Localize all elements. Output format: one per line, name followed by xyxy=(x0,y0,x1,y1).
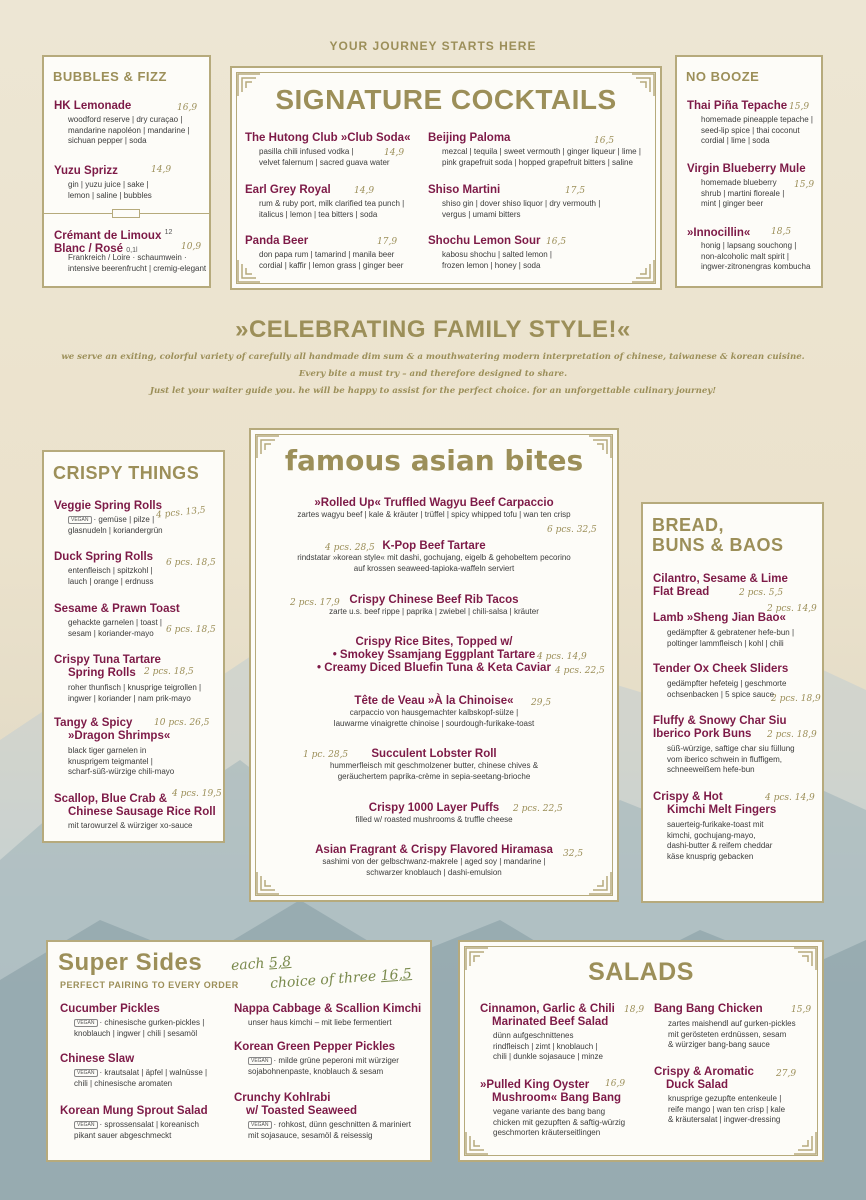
side-item-desc: unser haus kimchi – mit liebe fermentiert xyxy=(248,1018,392,1027)
cocktail-desc: don papa rum | tamarind | manila beer cordial | kaffir | lemon grass | ginger beer xyxy=(259,250,404,270)
nobooze-item-desc: honig | lapsang souchong | non-alcoholic malt spirit | ingwer-zitronengras kombucha xyxy=(701,241,811,271)
bite-price: 4 pcs. 14,9 xyxy=(537,652,587,662)
side-item-desc: VEGAN · sprossensalat | koreanisch pikant sauer abgeschmeckt xyxy=(74,1120,199,1140)
salad-item-price: 16,9 xyxy=(605,1079,626,1089)
ornament-divider xyxy=(44,209,209,219)
sides-each-price: each 5,8 xyxy=(230,953,292,975)
bubbles-item-desc: woodford reserve | dry curaçao | mandarine napoléon | mandarine | sichuan pepper | soda xyxy=(68,115,190,145)
crispy-item-desc: mit tarowurzel & würziger xo-sauce xyxy=(68,821,193,830)
vegan-badge: VEGAN xyxy=(74,1121,98,1129)
sides-subtitle: PERFECT PAIRING TO EVERY ORDER xyxy=(60,980,239,990)
vegan-badge: VEGAN xyxy=(74,1069,98,1077)
vegan-badge: VEGAN xyxy=(248,1057,272,1065)
crispy-item-price: 2 pcs. 18,5 xyxy=(144,667,194,677)
vegan-badge: VEGAN xyxy=(74,1019,98,1027)
crispy-item-desc: entenfleisch | spitzkohl | lauch | orange | erdnuss xyxy=(68,566,154,586)
bite-price: 2 pcs. 17,9 xyxy=(290,598,340,608)
crispy-item-price: 6 pcs. 18,5 xyxy=(166,625,216,635)
nobooze-item-price: 18,5 xyxy=(771,227,792,237)
bite-item: Crispy Chinese Beef Rib Tacos zarte u.s. beef rippe | paprika | zwiebel | chili-salsa | kräuter xyxy=(329,594,539,616)
crispy-item-name: Tangy & Spicy »Dragon Shrimps« xyxy=(54,717,171,742)
cocktail-name: Shochu Lemon Sour xyxy=(428,235,541,247)
salad-item-price: 18,9 xyxy=(624,1005,645,1015)
crispy-item-price: 6 pcs. 18,5 xyxy=(166,558,216,568)
bread-item-desc: gedämpfter hefeteig | geschmorte ochsenbacken | 5 spice sauce xyxy=(667,679,787,699)
crispy-item-desc: gehackte garnelen | toast | sesam | koriander-mayo xyxy=(68,618,162,638)
crispy-panel xyxy=(42,450,225,843)
crispy-item-price: 10 pcs. 26,5 xyxy=(154,718,210,728)
bread-item-price: 2 pcs. 5,5 xyxy=(739,588,784,598)
cocktail-name: Beijing Paloma xyxy=(428,132,511,144)
nobooze-title: NO BOOZE xyxy=(686,69,760,84)
bite-item: K-Pop Beef Tartare rindstatar »korean style« mit dashi, gochujang, eigelb & gehobeltem pecorino auf krossen seaweed-tapioka-waffeln serviert xyxy=(297,540,571,573)
side-item-desc: VEGAN · chinesische gurken-pickles | knoblauch | ingwer | chili | sesamöl xyxy=(74,1018,205,1038)
salad-item-desc: zartes maishendl auf gurken-pickles mit gerösteten erdnüssen, sesam & würziger bang-bang sauce xyxy=(668,1019,796,1049)
bite-price: 29,5 xyxy=(531,698,552,708)
bread-item-name: Crispy & Hot Kimchi Melt Fingers xyxy=(653,791,777,816)
salad-item-price: 27,9 xyxy=(776,1069,797,1079)
crispy-item-desc: roher thunfisch | knusprige teigrollen | ingwer | koriander | nam prik-mayo xyxy=(68,683,202,703)
salad-item-name: »Pulled King Oyster Mushroom« Bang Bang xyxy=(480,1079,622,1104)
bread-item-price: 2 pcs. 18,9 xyxy=(771,694,821,704)
bread-title: BREAD, BUNS & BAOS xyxy=(652,515,784,555)
bite-item: Asian Fragrant & Crispy Flavored Hiramasa sashimi von der gelbschwanz-makrele | aged soy | mandarine | schwarzer knoblauch | dashi-emulsion xyxy=(315,844,553,877)
bite-price: 4 pcs. 22,5 xyxy=(555,666,605,676)
family-title: »CELEBRATING FAMILY STYLE!« xyxy=(235,316,631,343)
bubbles-item-name: Crémant de Limoux $^{12}$ Blanc / Rosé 0,1l xyxy=(54,229,173,255)
bite-price: 32,5 xyxy=(563,849,584,859)
cocktail-price: 17,5 xyxy=(565,186,586,196)
sides-choice-price: choice of three 16,5 xyxy=(269,966,413,992)
crispy-item-name: Sesame & Prawn Toast xyxy=(54,603,180,615)
bites-title: famous asian bites xyxy=(284,444,584,477)
bite-item: Tête de Veau »À la Chinoise« carpaccio von hausgemachter kalbskopf-sülze | lauwarme vinaigrette chinoise | sourdough-furikake-toast xyxy=(333,695,535,728)
cocktail-desc: kabosu shochu | salted lemon | frozen lemon | honey | soda xyxy=(442,250,552,270)
corner-ornament xyxy=(792,1130,818,1156)
side-item-desc: VEGAN · rohkost, dünn geschnitten & mariniert mit sojasauce, sesamöl & reisessig xyxy=(248,1120,411,1140)
bubbles-panel xyxy=(42,55,211,288)
crispy-item-name: Scallop, Blue Crab & Chinese Sausage Rice Roll xyxy=(54,793,216,818)
side-item-desc: VEGAN · krautsalat | äpfel | walnüsse | chili | chinesische aromaten xyxy=(74,1068,208,1088)
bubbles-item-desc: gin | yuzu juice | sake | lemon | saline | bubbles xyxy=(68,180,152,200)
bread-item-name: Lamb »Sheng Jian Bao« xyxy=(653,612,786,624)
nobooze-item-price: 15,9 xyxy=(789,102,810,112)
bubbles-item-price: 10,9 xyxy=(181,242,202,252)
cocktails-panel xyxy=(230,66,662,290)
bread-item-desc: gedämpfter & gebratener hefe-bun | poltinger lammfleisch | kohl | chili xyxy=(667,628,795,648)
salad-item-desc: knusprige gezupfte entenkeule | reife mango | wan ten crisp | kale & kräutersalat | ingwer-dressing xyxy=(668,1094,786,1124)
bite-item: Succulent Lobster Roll hummerfleisch mit geschmolzener butter, chinese chives & geräuchertem paprika-crème in sepia-seetang-brioche xyxy=(329,748,539,781)
cocktail-price: 17,9 xyxy=(377,237,398,247)
nobooze-item-name: Virgin Blueberry Mule xyxy=(687,163,806,175)
cocktail-price: 16,5 xyxy=(594,136,615,146)
cocktail-desc: shiso gin | dover shiso liquor | dry vermouth | vergus | umami bitters xyxy=(442,199,601,219)
bread-item-name: Tender Ox Cheek Sliders xyxy=(653,663,789,675)
cocktail-price: 16,5 xyxy=(546,237,567,247)
side-item-name: Crunchy Kohlrabi w/ Toasted Seaweed xyxy=(234,1092,357,1117)
crispy-item-name: Crispy Tuna Tartare Spring Rolls xyxy=(54,654,161,679)
cocktail-price: 14,9 xyxy=(384,148,405,158)
salads-title: SALADS xyxy=(588,958,694,986)
bites-panel xyxy=(249,428,619,902)
bread-item-name: Cilantro, Sesame & Lime Flat Bread xyxy=(653,573,788,598)
bite-item: Crispy Rice Bites, Topped w/ • Smokey Ssamjang Eggplant Tartare • Creamy Diced Bluefin Tuna & Keta Caviar xyxy=(317,636,551,674)
cocktail-name: Shiso Martini xyxy=(428,184,501,196)
side-item-name: Cucumber Pickles xyxy=(60,1003,160,1015)
vegan-badge: VEGAN xyxy=(248,1121,272,1129)
sides-title: Super Sides xyxy=(58,949,203,976)
nobooze-item-name: Thai Piña Tepache xyxy=(687,100,788,112)
side-item-name: Korean Mung Sprout Salad xyxy=(60,1105,208,1117)
corner-ornament xyxy=(464,1130,490,1156)
family-intro: we serve an exiting, colorful variety of carefully all handmade dim sum & a mouthwatering modern interpretation of chinese, taiwanese & korean cuisine. Every bite a must try – and therefore designed to share. Just let your waiter guide you. he will be happy to assist for the perfect choice. for an unforgettable culinary journey! xyxy=(61,352,805,396)
side-item-name: Nappa Cabbage & Scallion Kimchi xyxy=(234,1003,422,1015)
bubbles-title: BUBBLES & FIZZ xyxy=(53,69,167,84)
crispy-item-desc: VEGAN · gemüse | pilze | glasnudeln | koriandergrün xyxy=(68,515,163,535)
salad-item-name: Cinnamon, Garlic & Chili Marinated Beef Salad xyxy=(480,1003,615,1028)
bread-item-price: 4 pcs. 14,9 xyxy=(765,793,815,803)
salad-item-name: Crispy & Aromatic Duck Salad xyxy=(654,1066,754,1091)
nobooze-item-name: »Innocillin« xyxy=(687,227,751,239)
bubbles-item-price: 14,9 xyxy=(151,165,172,175)
bite-price: 1 pc. 28,5 xyxy=(303,750,349,760)
side-item-name: Chinese Slaw xyxy=(60,1053,135,1065)
cocktails-title: SIGNATURE COCKTAILS xyxy=(275,84,617,115)
bite-item: Crispy 1000 Layer Puffs filled w/ roasted mushrooms & truffle cheese xyxy=(355,802,513,824)
bite-price: 6 pcs. 32,5 xyxy=(547,525,597,535)
crispy-item-desc: black tiger garnelen in knusprigem teigmantel | scharf-süß-würzige chili-mayo xyxy=(68,746,175,776)
corner-ornament xyxy=(630,258,656,284)
side-item-name: Korean Green Pepper Pickles xyxy=(234,1041,396,1053)
crispy-item-price: 4 pcs. 13,5 xyxy=(155,505,207,521)
cocktail-name: The Hutong Club »Club Soda« xyxy=(245,132,411,144)
nobooze-item-desc: homemade pineapple tepache | seed-lip spice | thai coconut cordial | lime | soda xyxy=(701,115,813,145)
cocktail-desc: pasilla chili infused vodka | velvet falernum | sacred guava water xyxy=(259,147,390,167)
cocktail-desc: mezcal | tequila | sweet vermouth | ginger liqueur | lime | pink grapefruit soda | hopped grapefruit bitters | saline xyxy=(442,147,641,167)
bite-price: 2 pcs. 22,5 xyxy=(513,804,563,814)
journey-header: YOUR JOURNEY STARTS HERE xyxy=(329,39,537,53)
bubbles-item-price: 16,9 xyxy=(177,103,198,113)
crispy-title: CRISPY THINGS xyxy=(53,463,200,483)
nobooze-item-price: 15,9 xyxy=(794,180,815,190)
bread-item-price: 2 pcs. 14,9 xyxy=(767,604,817,614)
cocktail-name: Panda Beer xyxy=(245,235,309,247)
bite-item: »Rolled Up« Truffled Wagyu Beef Carpaccio zartes wagyu beef | kale & kräuter | trüffel | spicy whipped tofu | wan ten crisp xyxy=(297,497,571,519)
bubbles-item-desc: Frankreich / Loire · schaumwein · intensive beerenfrucht | cremig-elegant xyxy=(68,253,207,273)
crispy-item-price: 4 pcs. 19,5 xyxy=(172,789,222,799)
bread-panel xyxy=(641,502,824,903)
salad-item-name: Bang Bang Chicken xyxy=(654,1003,763,1015)
side-item-desc: VEGAN · milde grüne peperoni mit würziger sojabohnenpaste, knoblauch & sesam xyxy=(248,1056,399,1076)
sides-panel xyxy=(46,940,432,1162)
cocktail-desc: rum & ruby port, milk clarified tea punch | italicus | lemon | tea bitters | soda xyxy=(259,199,405,219)
bread-item-name: Fluffy & Snowy Char Siu Iberico Pork Buns xyxy=(653,715,787,740)
salad-item-desc: vegane variante des bang bang chicken mit gezupften & saftig-würzig geschmorten kräuterseitlingen xyxy=(493,1107,626,1137)
bite-price: 4 pcs. 28,5 xyxy=(325,543,375,553)
crispy-item-name: Duck Spring Rolls xyxy=(54,551,154,563)
crispy-item-name: Veggie Spring Rolls xyxy=(54,500,162,512)
cocktail-name: Earl Grey Royal xyxy=(245,184,331,196)
bread-item-price: 2 pcs. 18,9 xyxy=(767,730,817,740)
nobooze-panel xyxy=(675,55,823,288)
bubbles-item-name: Yuzu Sprizz xyxy=(54,165,118,177)
cocktail-price: 14,9 xyxy=(354,186,375,196)
bread-item-desc: süß-würzige, saftige char siu füllung vom iberico schwein in fluffigem, schneeweißem hefe-bun xyxy=(667,744,795,774)
salads-panel xyxy=(458,940,824,1162)
bread-item-desc: sauerteig-furikake-toast mit kimchi, gochujang-mayo, dashi-butter & reifem cheddar käse knusprig gebacken xyxy=(667,820,773,861)
salad-item-desc: dünn aufgeschnittenes rindfleisch | zimt | knoblauch | chili | dunkle sojasauce | minze xyxy=(493,1031,603,1061)
bubbles-item-name: HK Lemonade xyxy=(54,100,132,112)
vegan-badge: VEGAN xyxy=(68,516,92,524)
nobooze-item-desc: homemade blueberry shrub | martini floreale | mint | ginger beer xyxy=(701,178,785,208)
salad-item-price: 15,9 xyxy=(791,1005,812,1015)
